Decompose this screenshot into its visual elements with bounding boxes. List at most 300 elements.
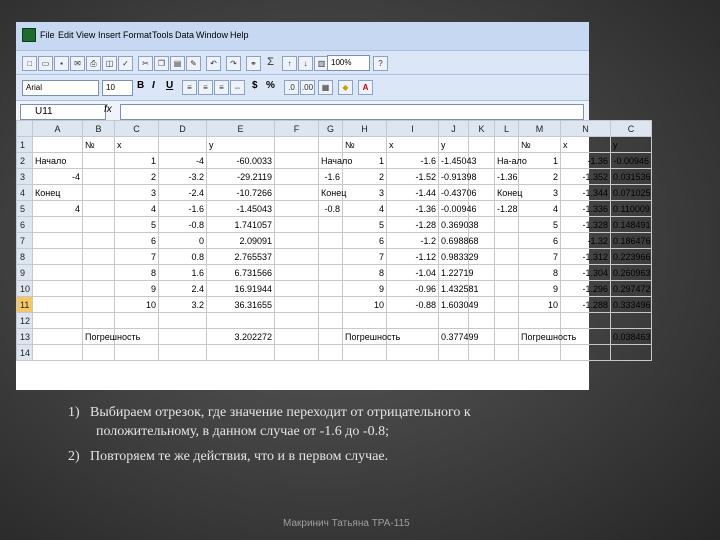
- cell[interactable]: №: [519, 137, 561, 153]
- copy-icon[interactable]: ❐: [154, 56, 169, 71]
- cell[interactable]: [83, 201, 115, 217]
- fx-icon[interactable]: fx: [104, 104, 112, 115]
- column-header[interactable]: L: [495, 121, 519, 137]
- cell[interactable]: [319, 249, 343, 265]
- cell[interactable]: [275, 345, 319, 361]
- cell[interactable]: [439, 313, 469, 329]
- cell[interactable]: 7: [115, 249, 159, 265]
- cell[interactable]: 2.765537: [207, 249, 275, 265]
- cell[interactable]: 1: [115, 153, 159, 169]
- cell[interactable]: [495, 345, 519, 361]
- cell[interactable]: [319, 265, 343, 281]
- sort-descending-icon[interactable]: ↓: [298, 56, 313, 71]
- cell[interactable]: 0.8: [159, 249, 207, 265]
- font-size-dropdown[interactable]: 10: [102, 80, 133, 96]
- align-center-icon[interactable]: ≡: [198, 80, 213, 95]
- column-header[interactable]: E: [207, 121, 275, 137]
- cell[interactable]: 2: [115, 169, 159, 185]
- cell[interactable]: №: [83, 137, 115, 153]
- row-header[interactable]: 6: [17, 217, 33, 233]
- cell[interactable]: 9: [115, 281, 159, 297]
- table-row: [17, 313, 652, 329]
- cell[interactable]: 0: [159, 233, 207, 249]
- currency-button[interactable]: $: [252, 80, 258, 91]
- cell[interactable]: 0.031536: [611, 169, 652, 185]
- cell[interactable]: [561, 313, 611, 329]
- cell[interactable]: [115, 345, 159, 361]
- cell[interactable]: [83, 249, 115, 265]
- row-header[interactable]: 12: [17, 313, 33, 329]
- cell[interactable]: 0.369038: [439, 217, 469, 233]
- percent-button[interactable]: %: [266, 80, 275, 91]
- formatting-toolbar: [16, 74, 589, 101]
- cell[interactable]: [33, 217, 83, 233]
- cell[interactable]: -1.336: [561, 201, 611, 217]
- cell[interactable]: 3: [115, 185, 159, 201]
- cell[interactable]: -1.12: [387, 249, 439, 265]
- cell[interactable]: [33, 329, 83, 345]
- cell[interactable]: [495, 297, 519, 313]
- cell[interactable]: [469, 345, 495, 361]
- cell[interactable]: [33, 313, 83, 329]
- table-row: [17, 153, 652, 169]
- table-row: [17, 329, 652, 345]
- cell[interactable]: 0.983329: [439, 249, 469, 265]
- cell[interactable]: [83, 233, 115, 249]
- cell[interactable]: [495, 281, 519, 297]
- cell[interactable]: [275, 137, 319, 153]
- standard-toolbar: [16, 50, 589, 75]
- excel-window: [16, 22, 651, 390]
- cell[interactable]: 0.260963: [611, 265, 652, 281]
- cell[interactable]: [495, 313, 519, 329]
- merge-center-icon[interactable]: ⇔: [230, 80, 245, 95]
- help-icon[interactable]: ?: [373, 56, 388, 71]
- row-header[interactable]: 1: [17, 137, 33, 153]
- cell[interactable]: [33, 297, 83, 313]
- row-header[interactable]: 5: [17, 201, 33, 217]
- cell[interactable]: y: [207, 137, 275, 153]
- cell[interactable]: [275, 281, 319, 297]
- name-box[interactable]: U11: [20, 104, 106, 120]
- table-row: [17, 233, 652, 249]
- cell[interactable]: 0.698868: [439, 233, 469, 249]
- cell[interactable]: -1.45043: [207, 201, 275, 217]
- cell[interactable]: -1.28: [387, 217, 439, 233]
- menu-tools[interactable]: Tools: [152, 30, 174, 40]
- cell[interactable]: 9: [343, 281, 387, 297]
- table-row: [17, 281, 652, 297]
- column-header[interactable]: D: [159, 121, 207, 137]
- cell[interactable]: [159, 137, 207, 153]
- formula-bar: [16, 100, 589, 121]
- cell[interactable]: -1.352: [561, 169, 611, 185]
- cell[interactable]: [83, 153, 115, 169]
- cell[interactable]: 10: [343, 297, 387, 313]
- cell[interactable]: [519, 345, 561, 361]
- excel-app-icon: [22, 28, 36, 42]
- select-all-corner[interactable]: [17, 121, 33, 137]
- cell[interactable]: 6: [519, 233, 561, 249]
- borders-icon[interactable]: ▦: [318, 80, 333, 95]
- hyperlink-icon[interactable]: ⚭: [246, 56, 261, 71]
- cell[interactable]: [83, 169, 115, 185]
- cell[interactable]: 7: [343, 249, 387, 265]
- row-header[interactable]: 2: [17, 153, 33, 169]
- column-header[interactable]: A: [33, 121, 83, 137]
- cell[interactable]: [611, 345, 652, 361]
- cell[interactable]: Начало: [319, 153, 343, 169]
- cell[interactable]: 10: [519, 297, 561, 313]
- cell[interactable]: [83, 313, 115, 329]
- cell[interactable]: 1.432581: [439, 281, 469, 297]
- row-header[interactable]: 3: [17, 169, 33, 185]
- cell[interactable]: [343, 313, 387, 329]
- cell[interactable]: -1.52: [387, 169, 439, 185]
- cell[interactable]: 4: [519, 201, 561, 217]
- column-header[interactable]: B: [83, 121, 115, 137]
- cell[interactable]: 0.223966: [611, 249, 652, 265]
- cell[interactable]: 1.741057: [207, 217, 275, 233]
- row-header[interactable]: 9: [17, 265, 33, 281]
- cell[interactable]: [207, 313, 275, 329]
- cell[interactable]: 5: [343, 217, 387, 233]
- cell[interactable]: -1.304: [561, 265, 611, 281]
- cell[interactable]: Погрешность: [343, 329, 387, 345]
- cell[interactable]: [207, 345, 275, 361]
- cell[interactable]: 0.071025: [611, 185, 652, 201]
- cell[interactable]: 5: [519, 217, 561, 233]
- cell[interactable]: [275, 185, 319, 201]
- cell[interactable]: x: [115, 137, 159, 153]
- formula-input[interactable]: [120, 104, 584, 120]
- menu-window[interactable]: Window: [196, 30, 229, 40]
- row-header[interactable]: 14: [17, 345, 33, 361]
- cell[interactable]: -1.328: [561, 217, 611, 233]
- cell[interactable]: 0.038463: [611, 329, 652, 345]
- cell[interactable]: [275, 233, 319, 249]
- column-header[interactable]: F: [275, 121, 319, 137]
- cell[interactable]: -1.288: [561, 297, 611, 313]
- cell[interactable]: [83, 217, 115, 233]
- cell[interactable]: -1.2: [387, 233, 439, 249]
- table-row: [17, 265, 652, 281]
- cell[interactable]: [469, 137, 495, 153]
- menu-edit[interactable]: Edit: [58, 30, 74, 40]
- cell[interactable]: [275, 313, 319, 329]
- table-row: [17, 185, 652, 201]
- column-header[interactable]: J: [439, 121, 469, 137]
- cell[interactable]: -1.32: [561, 233, 611, 249]
- cell[interactable]: [343, 345, 387, 361]
- table-row: [17, 297, 652, 313]
- cell[interactable]: 0.110009: [611, 201, 652, 217]
- cell[interactable]: 1.603049: [439, 297, 469, 313]
- menu-format[interactable]: Format: [123, 30, 152, 40]
- cell[interactable]: -0.8: [319, 201, 343, 217]
- row-header[interactable]: 8: [17, 249, 33, 265]
- table-row: [17, 137, 652, 153]
- autosum-icon[interactable]: Σ: [267, 56, 274, 68]
- paste-icon[interactable]: ▤: [170, 56, 185, 71]
- cell[interactable]: -1.6: [159, 201, 207, 217]
- cell[interactable]: 2.4: [159, 281, 207, 297]
- cell[interactable]: [319, 217, 343, 233]
- increase-decimal-icon[interactable]: .0: [284, 80, 299, 95]
- note-text-continued: положительному, в данном случае от -1.6 до -0.8;: [96, 424, 389, 439]
- cell[interactable]: 6: [115, 233, 159, 249]
- cell[interactable]: [561, 345, 611, 361]
- cell[interactable]: 3: [343, 185, 387, 201]
- zoom-dropdown[interactable]: 100%: [327, 55, 370, 71]
- cell[interactable]: -1.36: [495, 169, 519, 185]
- cell[interactable]: -4: [159, 153, 207, 169]
- cell[interactable]: [387, 313, 439, 329]
- cell[interactable]: [159, 329, 207, 345]
- cell[interactable]: 3.202272: [207, 329, 275, 345]
- cell[interactable]: 6: [343, 233, 387, 249]
- cell[interactable]: [83, 297, 115, 313]
- cell[interactable]: -3.2: [159, 169, 207, 185]
- open-icon[interactable]: ▭: [38, 56, 53, 71]
- cell[interactable]: [495, 217, 519, 233]
- cell[interactable]: Конец: [319, 185, 343, 201]
- cell[interactable]: -0.91398: [439, 169, 469, 185]
- cell[interactable]: 6.731566: [207, 265, 275, 281]
- menu-file[interactable]: File: [40, 30, 55, 40]
- undo-icon[interactable]: ↶: [206, 56, 221, 71]
- cell[interactable]: -0.43706: [439, 185, 469, 201]
- cell[interactable]: [439, 345, 469, 361]
- cell[interactable]: [275, 153, 319, 169]
- cell[interactable]: -1.6: [387, 153, 439, 169]
- cut-icon[interactable]: ✂: [138, 56, 153, 71]
- save-icon[interactable]: ▪: [54, 56, 69, 71]
- column-header[interactable]: M: [519, 121, 561, 137]
- cell[interactable]: -0.88: [387, 297, 439, 313]
- row-header[interactable]: 4: [17, 185, 33, 201]
- cell[interactable]: [275, 297, 319, 313]
- cell[interactable]: [33, 265, 83, 281]
- notes: [68, 403, 568, 472]
- cell[interactable]: 0.377499: [439, 329, 469, 345]
- cell[interactable]: -60.0033: [207, 153, 275, 169]
- cell[interactable]: -0.8: [159, 217, 207, 233]
- note-number: 2): [68, 449, 80, 464]
- cell[interactable]: 2: [343, 169, 387, 185]
- cell[interactable]: 4: [33, 201, 83, 217]
- cell[interactable]: 0.186476: [611, 233, 652, 249]
- menu-bar: [16, 22, 589, 50]
- font-name-dropdown[interactable]: Arial: [22, 80, 99, 96]
- cell[interactable]: 0.148491: [611, 217, 652, 233]
- column-header[interactable]: K: [469, 121, 495, 137]
- fill-color-icon[interactable]: ◆: [338, 80, 353, 95]
- cell[interactable]: [275, 201, 319, 217]
- cell[interactable]: [319, 313, 343, 329]
- cell[interactable]: x: [387, 137, 439, 153]
- cell[interactable]: y: [611, 137, 652, 153]
- cell[interactable]: [495, 249, 519, 265]
- cell[interactable]: 5: [115, 217, 159, 233]
- align-left-icon[interactable]: ≡: [182, 80, 197, 95]
- cell[interactable]: [469, 313, 495, 329]
- cell[interactable]: -10.7266: [207, 185, 275, 201]
- cell[interactable]: y: [439, 137, 469, 153]
- cell[interactable]: Конец: [495, 185, 519, 201]
- print-icon[interactable]: ⎙: [86, 56, 101, 71]
- cell[interactable]: [83, 185, 115, 201]
- cell[interactable]: [275, 265, 319, 281]
- permission-icon[interactable]: ✉: [70, 56, 85, 71]
- table-row: [17, 217, 652, 233]
- cell[interactable]: Конец: [33, 185, 83, 201]
- cell[interactable]: [319, 329, 343, 345]
- cell[interactable]: -1.45043: [439, 153, 469, 169]
- cell[interactable]: -1.28: [495, 201, 519, 217]
- cell[interactable]: [611, 313, 652, 329]
- cell[interactable]: 8: [115, 265, 159, 281]
- cell[interactable]: [319, 281, 343, 297]
- underline-button[interactable]: U: [166, 80, 174, 91]
- cell[interactable]: 4: [343, 201, 387, 217]
- table-row: [17, 345, 652, 361]
- cell[interactable]: [33, 345, 83, 361]
- format-painter-icon[interactable]: ✎: [186, 56, 201, 71]
- cell[interactable]: [275, 329, 319, 345]
- column-header[interactable]: N: [561, 121, 611, 137]
- cell[interactable]: [83, 345, 115, 361]
- cell[interactable]: 36.31655: [207, 297, 275, 313]
- cell[interactable]: -1.312: [561, 249, 611, 265]
- cell[interactable]: -1.296: [561, 281, 611, 297]
- cell[interactable]: 3.2: [159, 297, 207, 313]
- cell[interactable]: [33, 281, 83, 297]
- cell[interactable]: [275, 169, 319, 185]
- cell[interactable]: 7: [519, 249, 561, 265]
- cell[interactable]: 4: [115, 201, 159, 217]
- column-header[interactable]: C: [115, 121, 159, 137]
- cell[interactable]: 1: [519, 153, 561, 169]
- table-row: [17, 201, 652, 217]
- column-header[interactable]: G: [319, 121, 343, 137]
- cell[interactable]: [33, 137, 83, 153]
- cell[interactable]: -1.04: [387, 265, 439, 281]
- italic-button[interactable]: I: [152, 80, 155, 91]
- chart-wizard-icon[interactable]: ▥: [314, 56, 329, 71]
- cell[interactable]: [319, 233, 343, 249]
- cell[interactable]: 9: [519, 281, 561, 297]
- cell[interactable]: 1: [343, 153, 387, 169]
- cell[interactable]: [495, 329, 519, 345]
- redo-icon[interactable]: ↷: [226, 56, 241, 71]
- font-color-icon[interactable]: A: [358, 80, 373, 95]
- cell[interactable]: [159, 313, 207, 329]
- table-row: [17, 249, 652, 265]
- cell[interactable]: [83, 265, 115, 281]
- cell[interactable]: [319, 297, 343, 313]
- cell[interactable]: [83, 281, 115, 297]
- cell[interactable]: Начало: [33, 153, 83, 169]
- cell[interactable]: 2: [519, 169, 561, 185]
- note-text: Повторяем те же действия, что и в первом случае.: [90, 449, 389, 464]
- row-header[interactable]: 13: [17, 329, 33, 345]
- cell[interactable]: [495, 233, 519, 249]
- cell[interactable]: -0.00946: [439, 201, 469, 217]
- cell[interactable]: №: [343, 137, 387, 153]
- align-right-icon[interactable]: ≡: [214, 80, 229, 95]
- cell[interactable]: x: [561, 137, 611, 153]
- note-item: [68, 403, 568, 441]
- cell[interactable]: -29.2119: [207, 169, 275, 185]
- menu-help[interactable]: Help: [230, 30, 249, 40]
- cell[interactable]: 10: [115, 297, 159, 313]
- cell[interactable]: 0.333496: [611, 297, 652, 313]
- row-header[interactable]: 7: [17, 233, 33, 249]
- cell[interactable]: -4: [33, 169, 83, 185]
- cell[interactable]: [159, 345, 207, 361]
- cell[interactable]: Погрешность: [83, 329, 115, 345]
- cell[interactable]: На-ало: [495, 153, 519, 169]
- cell[interactable]: 3: [519, 185, 561, 201]
- cell[interactable]: [115, 313, 159, 329]
- cell[interactable]: 1.22719: [439, 265, 469, 281]
- cell[interactable]: -0.00946: [611, 153, 652, 169]
- cell[interactable]: 0.297472: [611, 281, 652, 297]
- cell[interactable]: 8: [343, 265, 387, 281]
- menu-data[interactable]: Data: [175, 30, 195, 40]
- row-header[interactable]: 11: [17, 297, 33, 313]
- cell[interactable]: -1.44: [387, 185, 439, 201]
- slide-footer: Макринич Татьяна ТРА-115: [283, 518, 410, 529]
- cell[interactable]: Погрешность: [519, 329, 561, 345]
- cell[interactable]: [495, 265, 519, 281]
- cell[interactable]: -1.6: [319, 169, 343, 185]
- cell[interactable]: 8: [519, 265, 561, 281]
- cell[interactable]: [33, 249, 83, 265]
- cell[interactable]: -2.4: [159, 185, 207, 201]
- cell[interactable]: 1.6: [159, 265, 207, 281]
- column-header[interactable]: H: [343, 121, 387, 137]
- menu-view[interactable]: View: [76, 30, 96, 40]
- cell[interactable]: [275, 217, 319, 233]
- spelling-icon[interactable]: ✓: [118, 56, 133, 71]
- cell[interactable]: -1.36: [387, 201, 439, 217]
- cell[interactable]: -0.96: [387, 281, 439, 297]
- cell[interactable]: [275, 249, 319, 265]
- menu-insert[interactable]: Insert: [98, 30, 121, 40]
- cell[interactable]: -1.344: [561, 185, 611, 201]
- bold-button[interactable]: B: [137, 80, 145, 91]
- cell[interactable]: [495, 137, 519, 153]
- cell[interactable]: [33, 233, 83, 249]
- cell[interactable]: [319, 137, 343, 153]
- cell[interactable]: 2.09091: [207, 233, 275, 249]
- decrease-decimal-icon[interactable]: .00: [300, 80, 315, 95]
- note-item: [68, 447, 568, 466]
- sort-ascending-icon[interactable]: ↑: [282, 56, 297, 71]
- print-preview-icon[interactable]: ◫: [102, 56, 117, 71]
- column-header[interactable]: I: [387, 121, 439, 137]
- cell[interactable]: [387, 345, 439, 361]
- new-icon[interactable]: □: [22, 56, 37, 71]
- cell[interactable]: 16.91944: [207, 281, 275, 297]
- column-header[interactable]: C: [611, 121, 652, 137]
- row-header[interactable]: 10: [17, 281, 33, 297]
- cell[interactable]: [319, 345, 343, 361]
- cell[interactable]: [519, 313, 561, 329]
- cell[interactable]: -1.36: [561, 153, 611, 169]
